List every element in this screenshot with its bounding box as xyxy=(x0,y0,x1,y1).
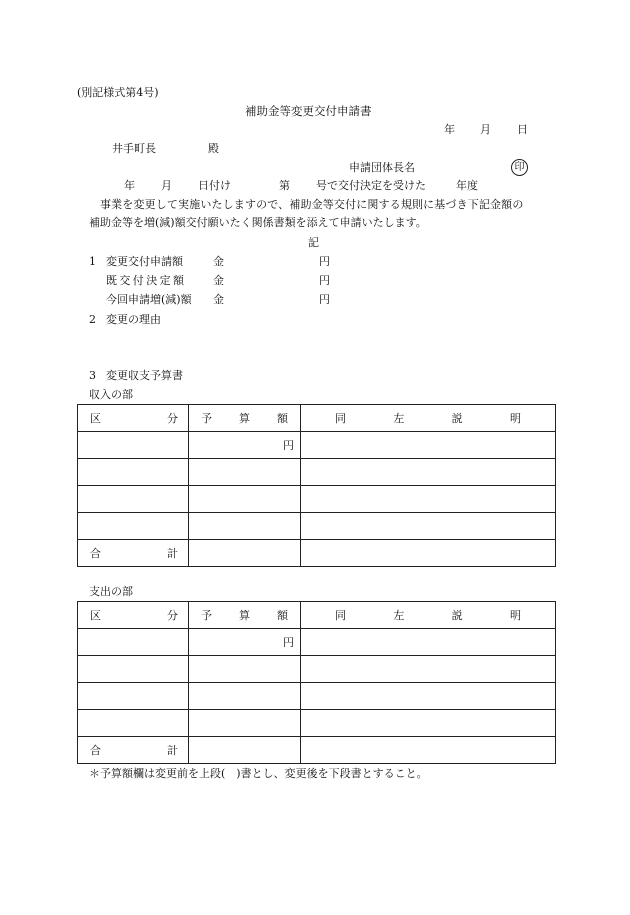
item1c-yen: 円 xyxy=(319,293,330,306)
item1-number: 1 xyxy=(89,255,96,268)
category-cell[interactable] xyxy=(78,710,189,737)
header-explanation: 同 左 説 明 xyxy=(301,602,556,629)
decision-no-suffix: 号で交付決定を受けた xyxy=(316,179,426,192)
applicant-label: 申請団体長名 xyxy=(349,161,415,174)
explanation-cell[interactable] xyxy=(301,656,556,683)
item1c-label: 今回申請増(減)額 xyxy=(106,293,192,306)
decision-day: 日付け xyxy=(198,179,231,192)
explanation-cell[interactable] xyxy=(301,459,556,486)
explanation-cell[interactable] xyxy=(301,683,556,710)
date-year: 年 xyxy=(444,123,455,136)
table-header-row xyxy=(78,405,556,432)
header-budget: 予 算 額 xyxy=(189,405,301,432)
addressee-suffix: 殿 xyxy=(208,142,219,155)
table-row xyxy=(78,432,556,459)
item2-number: 2 xyxy=(89,313,96,326)
budget-cell[interactable] xyxy=(189,486,301,513)
addressee: 井手町長 xyxy=(112,142,156,155)
explanation-cell[interactable] xyxy=(301,710,556,737)
table-row xyxy=(78,710,556,737)
budget-cell[interactable] xyxy=(189,629,301,656)
table-header-row xyxy=(78,602,556,629)
total-label: 合 計 xyxy=(78,737,189,764)
date-day: 日 xyxy=(517,123,528,136)
form-number: (別記様式第4号) xyxy=(77,86,159,99)
total-row xyxy=(78,737,556,764)
category-cell[interactable] xyxy=(78,656,189,683)
total-explanation-cell[interactable] xyxy=(301,540,556,567)
budget-cell[interactable] xyxy=(189,656,301,683)
table-row xyxy=(78,486,556,513)
explanation-cell[interactable] xyxy=(301,432,556,459)
body-line-2: 補助金等を増(減)額交付願いたく関係書類を添えて申請いたします。 xyxy=(89,216,427,229)
budget-cell[interactable] xyxy=(189,459,301,486)
budget-cell[interactable] xyxy=(189,710,301,737)
header-budget: 予 算 額 xyxy=(189,602,301,629)
total-budget-cell[interactable] xyxy=(189,737,301,764)
expense-label: 支出の部 xyxy=(89,585,133,598)
header-category: 区 分 xyxy=(78,602,189,629)
item1b-label: 既交付決定額 xyxy=(106,274,187,287)
record-mark: 記 xyxy=(308,236,319,249)
yen-unit: 円 xyxy=(283,439,294,452)
category-cell[interactable] xyxy=(78,459,189,486)
item1-label: 変更交付申請額 xyxy=(106,255,183,268)
table-row xyxy=(78,683,556,710)
total-row xyxy=(78,540,556,567)
budget-cell[interactable] xyxy=(189,513,301,540)
income-label: 収入の部 xyxy=(89,388,133,401)
table-row xyxy=(78,629,556,656)
budget-cell[interactable] xyxy=(189,683,301,710)
seal-mark: 印 xyxy=(511,159,528,176)
decision-month: 月 xyxy=(161,179,172,192)
category-cell[interactable] xyxy=(78,432,189,459)
explanation-cell[interactable] xyxy=(301,486,556,513)
header-explanation: 同 左 説 明 xyxy=(301,405,556,432)
item2-label: 変更の理由 xyxy=(106,313,161,326)
category-cell[interactable] xyxy=(78,513,189,540)
total-label: 合 計 xyxy=(78,540,189,567)
decision-fiscal-year: 年度 xyxy=(456,179,478,192)
item3-label: 変更収支予算書 xyxy=(106,369,183,382)
yen-unit: 円 xyxy=(283,636,294,649)
item1c-kin: 金 xyxy=(213,293,224,306)
date-month: 月 xyxy=(480,123,491,136)
category-cell[interactable] xyxy=(78,629,189,656)
expense-table xyxy=(77,601,556,764)
item1b-yen: 円 xyxy=(319,274,330,287)
total-explanation-cell[interactable] xyxy=(301,737,556,764)
income-table xyxy=(77,404,556,567)
table-row xyxy=(78,656,556,683)
decision-no-prefix: 第 xyxy=(279,179,290,192)
budget-cell[interactable] xyxy=(189,432,301,459)
footnote: ＊予算額欄は変更前を上段( )書とし、変更後を下段書とすること。 xyxy=(89,767,428,780)
item1b-kin: 金 xyxy=(213,274,224,287)
category-cell[interactable] xyxy=(78,683,189,710)
explanation-cell[interactable] xyxy=(301,513,556,540)
header-category: 区 分 xyxy=(78,405,189,432)
table-row xyxy=(78,513,556,540)
total-budget-cell[interactable] xyxy=(189,540,301,567)
table-row xyxy=(78,459,556,486)
explanation-cell[interactable] xyxy=(301,629,556,656)
item3-number: 3 xyxy=(89,369,96,382)
category-cell[interactable] xyxy=(78,486,189,513)
item1-yen: 円 xyxy=(319,255,330,268)
form-title: 補助金等変更交付申請書 xyxy=(245,104,372,118)
item1-kin: 金 xyxy=(213,255,224,268)
body-line-1: 事業を変更して実施いたしますので、補助金等交付に関する規則に基づき下記金額の xyxy=(100,198,524,211)
decision-year: 年 xyxy=(124,179,135,192)
